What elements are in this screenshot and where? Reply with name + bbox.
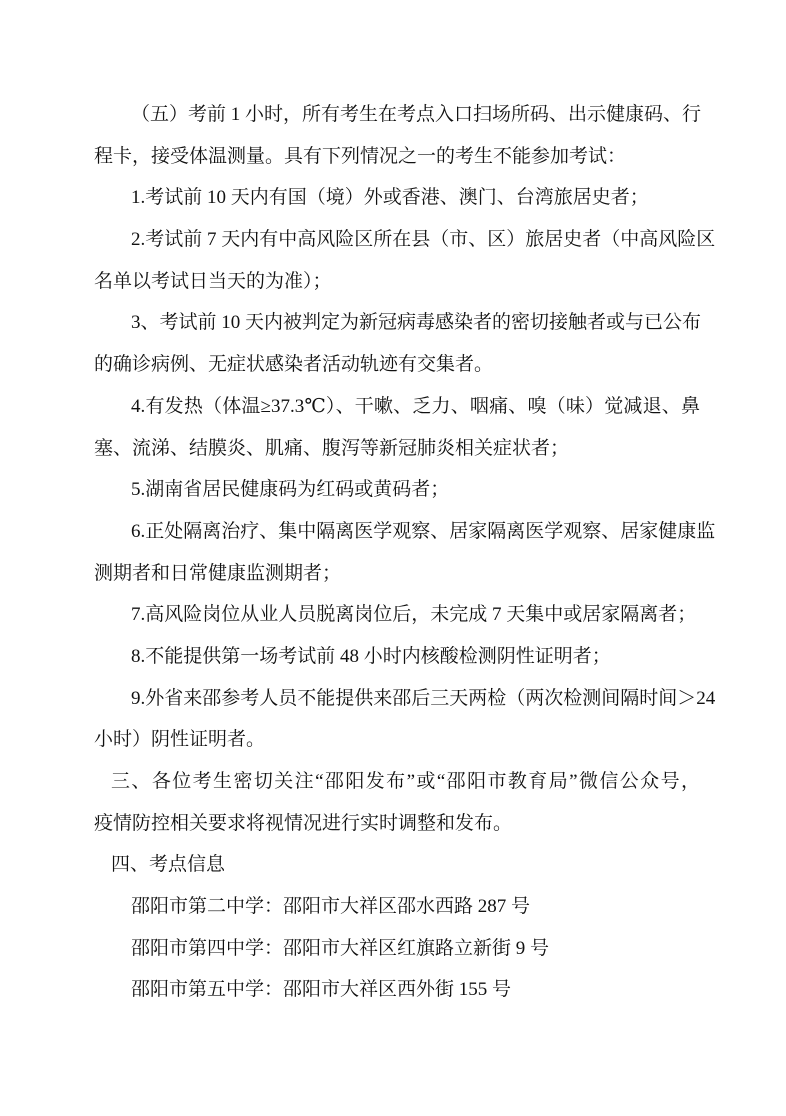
text-line: 5.湖南省居民健康码为红码或黄码者；: [131, 479, 450, 501]
text-line: 塞、流涕、结膜炎、肌痛、腹泻等新冠肺炎相关症状者；: [94, 437, 570, 459]
paragraph: [94, 386, 700, 469]
paragraph: [94, 761, 700, 844]
paragraph: [94, 594, 700, 636]
paragraph: [94, 886, 700, 928]
text-line: （五）考前 1 小时，所有考生在考点入口扫场所码、出示健康码、行: [131, 104, 702, 125]
paragraph: [94, 302, 700, 385]
text-line: 的确诊病例、无症状感染者活动轨迹有交集者。: [94, 354, 494, 376]
text-line: 四、考点信息: [111, 854, 226, 876]
paragraph: [94, 219, 716, 302]
text-line: 3、考试前 10 天内被判定为新冠病毒感染者的密切接触者或与已公布: [131, 312, 702, 334]
text-line: 8.不能提供第一场考试前 48 小时内核酸检测阴性证明者；: [131, 645, 611, 667]
paragraph: [94, 928, 700, 970]
text-line: 2.考试前 7 天内有中高风险区所在县（市、区）旅居史者（中高风险区: [131, 229, 716, 251]
text-line: 程卡，接受体温测量。具有下列情况之一的考生不能参加考试：: [94, 145, 627, 167]
paragraph: [94, 177, 700, 219]
text-line: 名单以考试日当天的为准）；: [94, 270, 332, 292]
text-line: 三、各位考生密切关注“邵阳发布”或“邵阳市教育局”微信公众号，: [111, 771, 700, 792]
paragraph: [94, 636, 700, 678]
paragraph: [94, 969, 700, 1011]
text-line: 邵阳市第四中学：邵阳市大祥区红旗路立新街 9 号: [131, 937, 550, 959]
text-line: 邵阳市第五中学：邵阳市大祥区西外街 155 号: [131, 979, 512, 1001]
paragraph: [94, 94, 700, 177]
text-line: 1.考试前 10 天内有国（境）外或香港、澳门、台湾旅居史者；: [131, 187, 649, 209]
paragraph: [94, 844, 700, 886]
text-line: 7.高风险岗位从业人员脱离岗位后，未完成 7 天集中或居家隔离者；: [131, 604, 697, 626]
paragraph: [94, 511, 716, 594]
text-line: 小时）阴性证明者。: [94, 729, 266, 751]
text-line: 6.正处隔离治疗、集中隔离医学观察、居家隔离医学观察、居家健康监: [131, 520, 716, 542]
text-line: 邵阳市第二中学：邵阳市大祥区邵水西路 287 号: [131, 896, 531, 918]
text-line: 9.外省来邵参考人员不能提供来邵后三天两检（两次检测间隔时间＞24: [131, 687, 716, 709]
document-body: [94, 94, 716, 1011]
paragraph: [94, 469, 700, 511]
paragraph: [94, 678, 716, 761]
text-line: 4.有发热（体温≥37.3℃）、干嗽、乏力、咽痛、嗅（味）觉减退、鼻: [131, 395, 700, 417]
text-line: 疫情防控相关要求将视情况进行实时调整和发布。: [94, 812, 513, 834]
text-line: 测期者和日常健康监测期者；: [94, 562, 342, 584]
